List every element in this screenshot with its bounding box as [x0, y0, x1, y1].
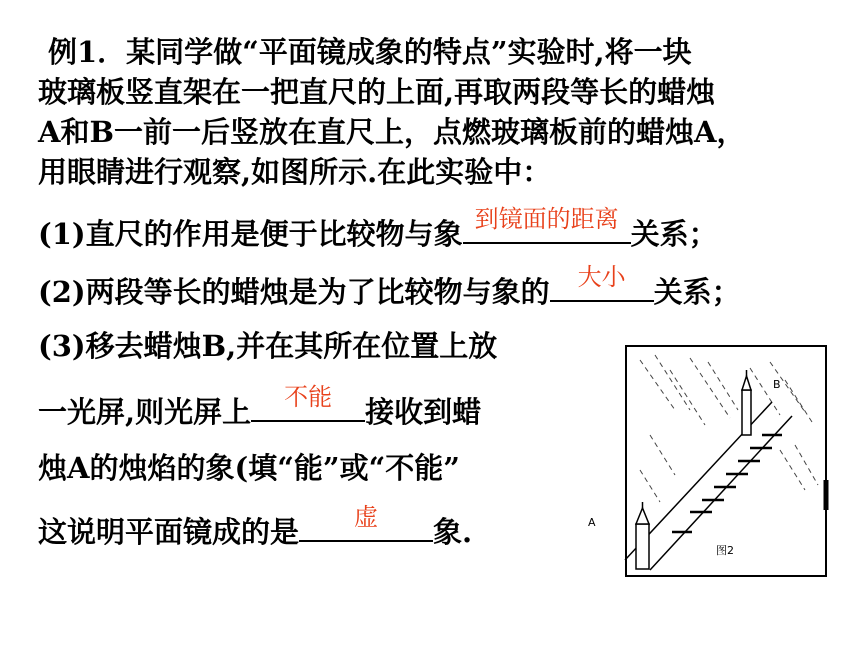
- candle-a: [636, 502, 649, 569]
- q2-blank: [550, 263, 654, 302]
- label-a: A: [588, 516, 596, 529]
- q1-text: (1)直尺的作用是便于比较物与象: [38, 217, 463, 251]
- q2-suffix: 关系；: [653, 275, 741, 309]
- q3-text: 一光屏,则光屏上: [38, 395, 252, 429]
- q4-answer: 虚: [354, 503, 379, 531]
- q1-suffix: 关系；: [630, 217, 718, 251]
- label-b: B: [773, 378, 781, 391]
- intro-line-3: A和B一前一后竖放在直尺上，点燃玻璃板前的蜡烛A，: [38, 115, 746, 149]
- intro-line-1: 例1．某同学做“平面镜成象的特点”实验时,将一块: [48, 35, 692, 69]
- intro-line-4: 用眼睛进行观察,如图所示.在此实验中：: [38, 155, 552, 189]
- experiment-figure: [580, 340, 840, 600]
- q2-text: (2)两段等长的蜡烛是为了比较物与象的: [38, 275, 550, 309]
- question-1: [38, 205, 718, 256]
- figure-caption: 图2: [716, 544, 734, 557]
- q1-blank: [463, 205, 631, 244]
- q4-text: 这说明平面镜成的是: [38, 515, 300, 549]
- question-3-line-3: 烛A的烛焰的象(填“能”或“不能”: [38, 451, 460, 485]
- glass-plate: [626, 346, 826, 576]
- q3-blank: [251, 383, 365, 422]
- q4-suffix: 象.: [433, 515, 473, 549]
- glass-hatching: [640, 355, 818, 502]
- q3-answer: 不能: [284, 383, 333, 411]
- question-3-line-2: [38, 383, 482, 434]
- candle-b: [742, 370, 751, 435]
- q1-answer: 到镜面的距离: [474, 205, 619, 233]
- question-3-line-1: (3)移去蜡烛B,并在其所在位置上放: [38, 329, 498, 363]
- question-3-line-4: [38, 503, 473, 554]
- question-2: [38, 263, 741, 314]
- q2-answer: 大小: [577, 263, 626, 291]
- q3-suffix: 接收到蜡: [365, 395, 482, 429]
- intro-line-2: 玻璃板竖直架在一把直尺的上面,再取两段等长的蜡烛: [38, 75, 716, 109]
- q4-blank: [299, 503, 433, 542]
